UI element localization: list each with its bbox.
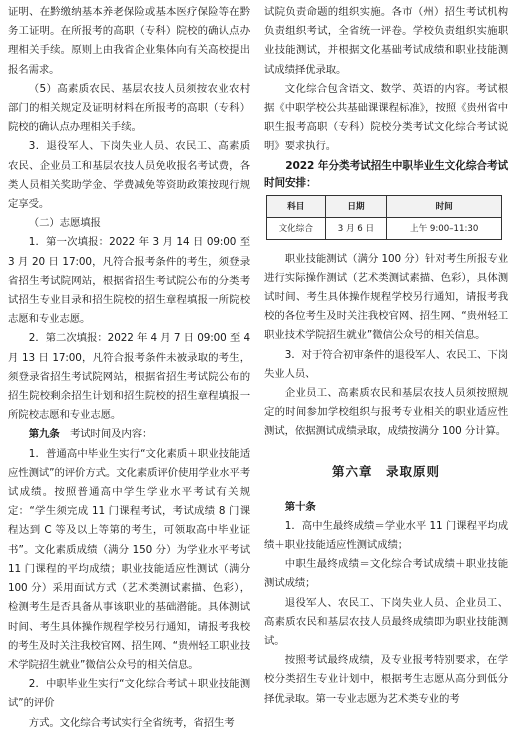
paragraph-admission-rule: 按照考试最终成绩，及专业报考特别要求，在学校分类招生专业计划中，根据考生志愿从高分到低分择优录取。第一专业志愿为艺术类专业的考 [264, 654, 508, 705]
paragraph-hs-final-score: 1．高中生最终成绩＝学业水平 11 门课程平均成绩＋职业技能适应性测试成绩； [264, 519, 508, 552]
article-10-label: 第十条 [284, 500, 316, 513]
schedule-cell-subject: 文化综合 [267, 217, 326, 239]
section-heading-volunteer: （二）志愿填报 [28, 217, 101, 230]
left-column [8, 3, 250, 733]
paragraph-exam-content: 文化综合包含语文、数学、英语的内容。考试根据《中职学校公共基础课课程标准》，按照《贵州省中职生报考高职（专科）院校分类考试文化综合考试说明》要求执行。 [264, 82, 508, 153]
paragraph-first-fill: 1．第一次填报：2022 年 3 月 14 日 09:00 至 3 月 20 日 17:00，凡符合报考条件的考生，须登录省招生考试院网站，根据省招生考试院公布的分类考试招生专业目录和招生院校的招生章程填报一所院校志愿和专业志愿。 [8, 236, 250, 326]
paragraph-fee-waiver: 3．退役军人、下岗失业人员、农民工、高素质农民、企业员工和基层农技人员免收报名考试费，各类人员相关奖助学金、学费减免等资助政策按现行规定享受。 [8, 140, 250, 211]
article-9-text: 考试时间及内容： [69, 428, 153, 441]
article-9-label: 第九条 [28, 428, 60, 441]
right-column [264, 3, 508, 709]
schedule-header-time: 时间 [387, 195, 502, 217]
schedule-title: 2022 年分类考试招生中职毕业生文化综合考试时间安排： [264, 159, 508, 189]
paragraph-exam-org: 试院负责命题的组织实施。各市（州）招生考试机构负责组织考试，全省统一评卷。学校负责组织实施职业技能测试，并根据文化基础考试成绩和职业技能测试成绩择优录取。 [264, 6, 508, 76]
table-row [267, 217, 502, 239]
paragraph-highschool-eval: 1．普通高中毕业生实行“文化素质＋职业技能适应性测试”的评价方式。文化素质评价使用学业水平考试成绩。按照普通高中学生学业水平考试有关规定：“学生须完成 11 门课程考试，考试成绩 8 门课程达到 C 等及以上等第的考生，可领取高中毕业证书”。文化素质成绩（满分 150 分）为学业水平考试 11 门课程的平均成绩；职业技能适应性测试（满分 100 分）采用面试方式（艺术类测试素描、色彩），检测考生是否具备从事该职业的基础潜能。具体测试时间、考生具体操作规程学校另行通知，请报考我校的考生及时关注我校官网、招生网、“贵州轻工职业技术学院招生就业”微信公众号的相关信息。 [8, 447, 250, 671]
paragraph-farmers: （5）高素质农民、基层农技人员须按农业农村部门的相关规定及证明材料在所报考的高职（专科）院校的确认点办理相关手续。 [8, 82, 250, 134]
chapter-heading: 第六章 录取原则 [331, 463, 440, 479]
paragraph-method: 方式。文化综合考试实行全省统考，省招生考 [28, 716, 235, 729]
paragraph-skill-test: 职业技能测试（满分 100 分）针对考生所报专业进行实际操作测试（艺术类测试素描、色彩），具体测试时间、考生具体操作规程学校另行通知，请报考我校的各位考生及时关注我校官网、招生网、“贵州轻工职业技术学院招生就业”微信公众号的相关信息。 [264, 252, 508, 342]
paragraph-veterans: 3．对于符合初审条件的退役军人、农民工、下岗失业人员、 [264, 348, 508, 380]
schedule-header-row [267, 195, 502, 217]
article-9 [8, 425, 250, 444]
schedule-cell-date: 3 月 6 日 [325, 217, 387, 239]
schedule-header-date: 日期 [325, 195, 387, 217]
schedule-cell-time: 上午 9:00–11:30 [387, 217, 502, 239]
schedule-table [266, 195, 502, 240]
paragraph-vocational-eval: 2．中职毕业生实行“文化综合考试＋职业技能测试”的评价 [8, 678, 250, 710]
paragraph-veterans-cont: 企业员工、高素质农民和基层农技人员须按照规定的时间参加学校组织与报考专业相关的职业适应性测试，依据测试成绩录取，成绩按满分 100 分计算。 [264, 387, 508, 438]
schedule-header-subject: 科目 [267, 195, 326, 217]
paragraph-proof: 证明、在黔缴纳基本养老保险或基本医疗保险等在黔务工证明。在所报考的高职（专科）院校的确认点办理相关手续。原则上由我省企业集体向有关高校提出报名需求。 [8, 6, 250, 76]
paragraph-other-final-score: 退役军人、农民工、下岗失业人员、企业员工、高素质农民和基层农技人员最终成绩即为职业技能测试。 [264, 596, 508, 648]
paragraph-vocational-final-score: 中职生最终成绩＝文化综合考试成绩＋职业技能测试成绩； [264, 558, 508, 590]
paragraph-second-fill: 2．第二次填报：2022 年 4 月 7 日 09:00 至 4 月 13 日 17:00，凡符合报考条件未被录取的考生，须登录省招生考试院网站，根据省招生考试院公布的招生院校剩余招生计划和招生院校的招生章程填报一所院校志愿和专业志愿。 [8, 332, 250, 422]
